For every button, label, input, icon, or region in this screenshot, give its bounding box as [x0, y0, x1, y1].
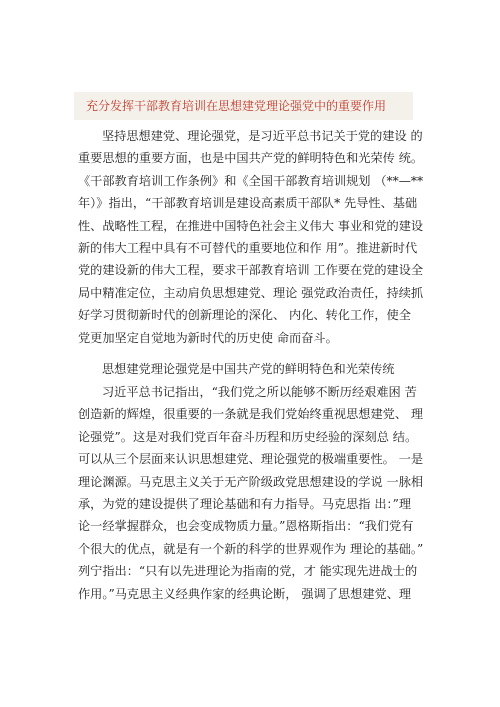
- text-line: 新的伟大工程中具有不可替代的重要地位和作 用”。推进新时代: [78, 240, 418, 255]
- text-line: 年）》指出，“干部教育培训是建设高素质干部队* 先导性、基础: [78, 196, 418, 211]
- text-line: 性、战略性工程，在推进中国特色社会主义伟大 事业和党的建设: [78, 218, 424, 233]
- text-line: 作用。”马克思主义经典作家的经典论断， 强调了思想建党、理: [78, 586, 412, 601]
- text-line: 个很大的优点，就是有一个新的科学的世界观作为 理论的基础。”: [78, 541, 424, 556]
- text-line: 论一经掌握群众，也会变成物质力量。”恩格斯指出：“我们党有: [78, 519, 414, 534]
- text-line: 党更加坚定自觉地为新时代的历史使 命而奋斗。: [78, 330, 338, 345]
- paragraph-2: [78, 381, 436, 605]
- text-line: 重要思想的重要方面，也是中国共产党的鲜明特色和光荣传 统。: [78, 151, 424, 166]
- section-heading-text: 思想建党理论强党是中国共产党的鲜明特色和光荣传统: [102, 362, 395, 376]
- text-line: 好学习贯彻新时代的创新理论的深化、 内化、转化工作，使全: [78, 308, 411, 323]
- text-line: 坚持思想建党、理论强党，是习近平总书记关于党的建设 的: [102, 129, 423, 143]
- text-line: 局中精准定位，主动肩负思想建党、理论 强党政治责任，持续抓: [78, 285, 424, 300]
- section-heading: [78, 358, 436, 380]
- text-line: 《干部教育培训工作条例》和《全国干部教育培训规划 （**—**: [78, 173, 424, 188]
- paragraph-1: [78, 125, 436, 349]
- text-line: 理论渊源。马克思主义关于无产阶级政党思想建设的学说 一脉相: [78, 474, 424, 489]
- text-line: 习近平总书记指出，“我们党之所以能够不断历经艰难困 苦: [102, 385, 417, 399]
- text-line: 承，为党的建设提供了理论基础和有力指导。马克思指 出：”理: [78, 496, 412, 511]
- text-line: 创造新的辉煌，很重要的一条就是我们党始终重视思想建党、 理: [78, 407, 424, 422]
- text-line: 列宁指出：“只有以先进理论为指南的党，才 能实现先进战士的: [78, 564, 418, 579]
- text-line: 可以从三个层面来认识思想建党、理论强党的极端重要性。 一是: [78, 452, 424, 467]
- text-line: 党的建设新的伟大工程，要求干部教育培训 工作要在党的建设全: [78, 263, 424, 278]
- document-title: 充分发挥干部教育培训在思想建党理论强党中的重要作用: [74, 92, 413, 120]
- text-line: 论强党”。这是对我们党百年奋斗历程和历史经验的深刻总 结。: [78, 429, 418, 444]
